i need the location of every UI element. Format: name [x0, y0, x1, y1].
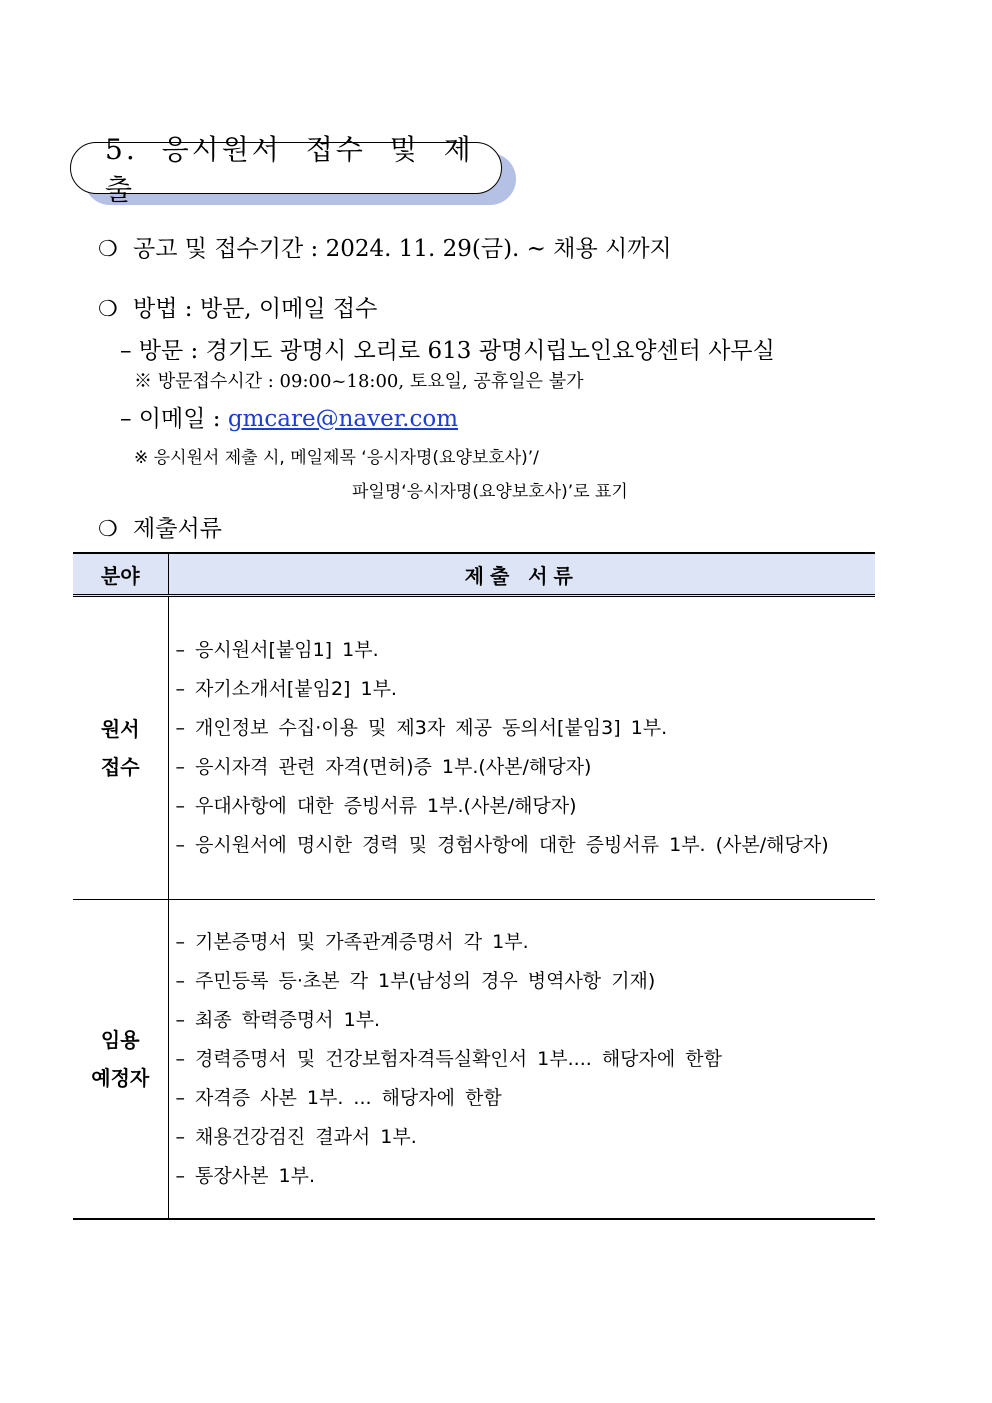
docs-list [170, 631, 875, 865]
header-category: 분야 [73, 553, 168, 596]
category-line: 예정자 [91, 1066, 150, 1090]
visit-hours-note: ※ 방문접수시간 : 09:00~18:00, 토요일, 공휴일은 불가 [134, 371, 584, 392]
list-item: – 응시자격 관련 자격(면허)증 1부.(사본/해당자) [176, 748, 875, 787]
list-item: – 자격증 사본 1부. ... 해당자에 한함 [176, 1079, 875, 1118]
circle-bullet-icon: ❍ [98, 237, 118, 262]
category-cell [73, 596, 168, 900]
category-cell [73, 900, 168, 1220]
method-line [98, 290, 377, 323]
list-item: – 개인정보 수집·이용 및 제3자 제공 동의서[붙임3] 1부. [176, 709, 875, 748]
documents-heading-line [98, 510, 222, 543]
category-line: 원서 [100, 717, 140, 741]
table-row [73, 596, 875, 900]
method-text: 방법 : 방문, 이메일 접수 [133, 296, 378, 322]
section-title-text: 5. 응시원서 접수 및 제출 [105, 133, 474, 206]
period-text: 공고 및 접수기간 : 2024. 11. 29(금). ~ 채용 시까지 [133, 236, 672, 262]
list-item: – 응시원서에 명시한 경력 및 경험사항에 대한 증빙서류 1부. (사본/해당자) [176, 826, 875, 865]
list-item: – 주민등록 등·초본 각 1부(남성의 경우 병역사항 기재) [176, 962, 875, 1001]
circle-bullet-icon: ❍ [98, 517, 118, 542]
list-item: – 경력증명서 및 건강보험자격득실확인서 1부.... 해당자에 한함 [176, 1040, 875, 1079]
period-line [98, 230, 672, 263]
list-item: – 최종 학력증명서 1부. [176, 1001, 875, 1040]
docs-cell [168, 596, 875, 900]
email-link[interactable]: gmcare@naver.com [227, 406, 459, 432]
category-line: 임용 [100, 1028, 140, 1052]
list-item: – 기본증명서 및 가족관계증명서 각 1부. [176, 923, 875, 962]
visit-line: – 방문 : 경기도 광명시 오리로 613 광명시립노인요양센터 사무실 [120, 338, 775, 364]
section-title [70, 133, 502, 206]
email-note-line2: 파일명‘응시자명(요양보호사)’로 표기 [352, 482, 628, 502]
email-line [120, 400, 458, 433]
list-item: – 응시원서[붙임1] 1부. [176, 631, 875, 670]
docs-list [170, 923, 875, 1196]
list-item: – 우대사항에 대한 증빙서류 1부.(사본/해당자) [176, 787, 875, 826]
list-item: – 채용건강검진 결과서 1부. [176, 1118, 875, 1157]
email-note-line1: ※ 응시원서 제출 시, 메일제목 ‘응시자명(요양보호사)’/ [134, 448, 539, 468]
list-item: – 자기소개서[붙임2] 1부. [176, 670, 875, 709]
list-item: – 통장사본 1부. [176, 1157, 875, 1196]
table-header-row [73, 553, 875, 596]
documents-table [73, 552, 875, 1220]
email-label: – 이메일 : [120, 406, 228, 432]
documents-heading: 제출서류 [133, 516, 222, 542]
docs-cell [168, 900, 875, 1220]
header-docs: 제출 서류 [168, 553, 875, 596]
category-line: 접수 [100, 755, 140, 779]
table-row [73, 900, 875, 1220]
circle-bullet-icon: ❍ [98, 297, 118, 322]
